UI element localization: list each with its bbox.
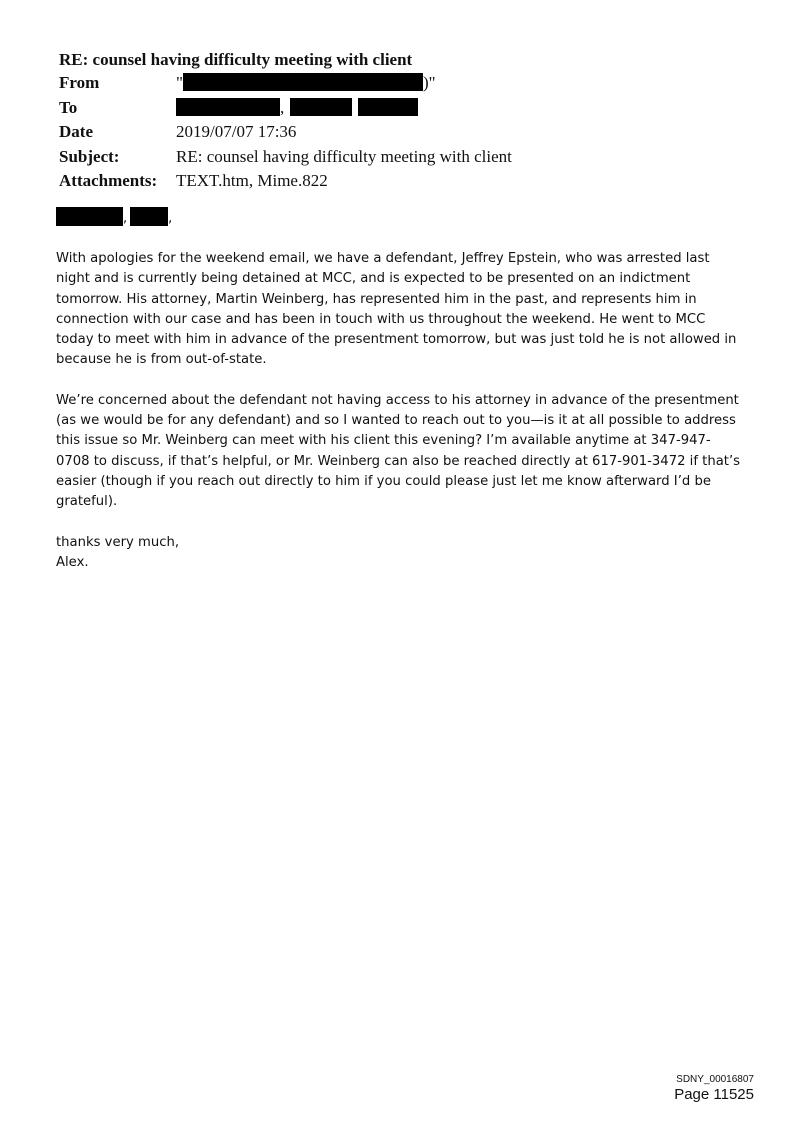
bates-number: SDNY_00016807 [676, 1074, 754, 1085]
to-label: To [59, 97, 78, 117]
date-row [59, 120, 512, 145]
to-row [59, 96, 512, 121]
subject-value: RE: counsel having difficulty meeting with client [176, 146, 512, 166]
greeting-separator: , [123, 211, 128, 226]
greeting-end: , [168, 211, 173, 226]
redaction-box [290, 98, 352, 116]
attachments-value: TEXT.htm, Mime.822 [176, 171, 328, 191]
page-number: Page 11525 [674, 1086, 754, 1103]
from-label: From [59, 73, 100, 93]
from-close-quote: )" [422, 73, 436, 93]
redaction-box [176, 98, 280, 116]
redaction-box [183, 73, 423, 91]
body-paragraph: With apologies for the weekend email, we have a defendant, Jeffrey Epstein, who was arrested last night and is currently being detained at MCC, and is expected to be presented on an indictment tomorrow. His attorney, Martin Weinberg, has represented him in the past, and represents him in connection with our case and has been in touch with us throughout the weekend. He went to MCC today to meet with him in advance of the presentment tomorrow, but was just told he is not allowed in because he is from out-of-state. [56, 251, 737, 368]
subject-label: Subject: [59, 146, 120, 166]
email-title: RE: counsel having difficulty meeting with client [59, 50, 413, 69]
email-signoff: thanks very much, Alex. [56, 534, 180, 570]
from-row [59, 71, 512, 96]
from-open-quote: " [176, 73, 183, 93]
subject-row [59, 145, 512, 170]
to-value [176, 96, 512, 121]
email-body [56, 207, 756, 573]
to-separator: , [280, 97, 285, 117]
email-header-table [59, 71, 512, 194]
attachments-row [59, 169, 512, 194]
redaction-box [56, 207, 123, 226]
redaction-box [130, 207, 168, 226]
date-value: 2019/07/07 17:36 [176, 122, 297, 142]
page-footer [674, 1074, 754, 1103]
greeting-line [56, 207, 756, 229]
from-value [176, 71, 512, 96]
body-paragraph: We’re concerned about the defendant not having access to his attorney in advance of the presentment (as we would be for any defendant) and so I wanted to reach out to you—is it at all possible to address this issue so Mr. Weinberg can meet with his client this evening? I’m available anytime at 347-947- 0708 to discuss, if that’s helpful, or Mr. Weinberg can also be reached directly at 617-901-3472 if that’s easier (though if you reach out directly to him if you could please just let me know afterward I’d be grateful). [56, 392, 741, 510]
date-label: Date [59, 122, 93, 142]
redaction-box [358, 98, 418, 116]
attachments-label: Attachments: [59, 171, 158, 191]
